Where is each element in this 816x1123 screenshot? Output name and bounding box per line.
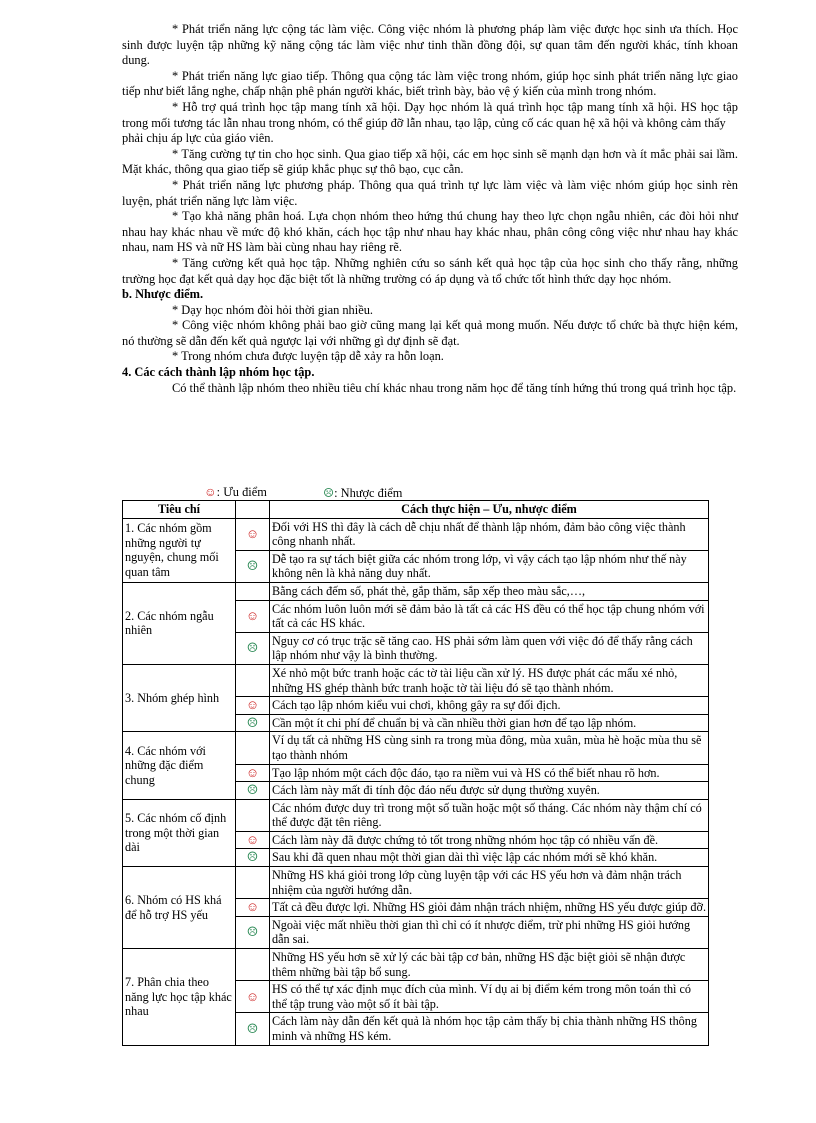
legend (0, 485, 816, 501)
method-cell: Cách làm này dẫn đến kết quả là nhóm học tập cảm thấy bị chia thành những HS thông minh và những HS kém. (270, 1013, 709, 1045)
method-cell: Tạo lập nhóm một cách độc đáo, tạo ra niềm vui và HS có thể biết nhau rõ hơn. (270, 764, 709, 782)
paragraph: * Dạy học nhóm đòi hỏi thời gian nhiều. (172, 302, 373, 317)
method-cell: Những HS yếu hơn sẽ xử lý các bài tập cơ bản, những HS đặc biệt giỏi sẽ nhận được thêm những bài tập bổ sung. (270, 949, 709, 981)
table-row (123, 799, 709, 831)
frown-icon: ☹ (236, 1013, 270, 1045)
empty-icon-cell (236, 732, 270, 764)
method-cell: Nguy cơ có trục trặc sẽ tăng cao. HS phải sớm làm quen với việc đó để thấy rằng cách lập nhóm như vậy là bình thường. (270, 632, 709, 664)
column-header-icon (236, 501, 270, 519)
legend-advantage (204, 485, 267, 500)
criteria-cell: 3. Nhóm ghép hình (123, 664, 236, 731)
paragraph: * Tăng cường kết quả học tập. Những nghiên cứu so sánh kết quả học tập của học sinh cho thấy rằng, những trường học đạt kết quả dạy học đặc biệt tốt là những trường có áp dụng và tổ chức tốt hình thức dạy học nhóm. (122, 255, 738, 286)
section-heading: 4. Các cách thành lập nhóm học tập. (122, 365, 315, 380)
column-header-method: Cách thực hiện – Ưu, nhược điểm (270, 501, 709, 519)
criteria-cell: 5. Các nhóm cố định trong một thời gian dài (123, 799, 236, 866)
smile-icon: ☺ (236, 697, 270, 715)
smile-icon: ☺ (204, 485, 217, 499)
empty-icon-cell (236, 664, 270, 696)
method-cell: Các nhóm được duy trì trong một số tuần hoặc một số tháng. Các nhóm này thậm chí có thể được đặt tên riêng. (270, 799, 709, 831)
criteria-cell: 2. Các nhóm ngẫu nhiên (123, 582, 236, 664)
paragraph: * Công việc nhóm không phải bao giờ cũng mang lại kết quả mong muốn. Nếu được tổ chức bà thực hiện kém, nó thường sẽ dẫn đến kết quả ngược lại với những gì dự định sẽ đạt. (122, 318, 738, 348)
legend-disadvantage (323, 485, 402, 501)
table-row (123, 867, 709, 899)
empty-icon-cell (236, 799, 270, 831)
paragraph: * Phát triển năng lực cộng tác làm việc. Công việc nhóm là phương pháp làm việc được học sinh ưa thích. Học sinh được luyện tập những kỹ năng cộng tác làm việc như tinh thần đồng đội, sự quan tâm đến người khác, tính khoan dung. (122, 22, 738, 68)
method-cell: Cách làm này đã được chứng tỏ tốt trong những nhóm học tập có nhiều vấn đề. (270, 831, 709, 849)
method-cell: Dễ tạo ra sự tách biệt giữa các nhóm trong lớp, vì vậy cách tạo lập nhóm như thế này không nên là khả năng duy nhất. (270, 550, 709, 582)
paragraph: Có thể thành lập nhóm theo nhiều tiêu chí khác nhau trong năm học để tăng tính hứng thú trong quá trình học tập. (172, 380, 737, 395)
criteria-cell: 4. Các nhóm với những đặc điểm chung (123, 732, 236, 799)
method-cell: Ngoài việc mất nhiều thời gian thì chỉ có ít nhược điểm, trừ phi những HS giỏi hướng dẫn sai. (270, 916, 709, 948)
table-row (123, 664, 709, 696)
empty-icon-cell (236, 867, 270, 899)
method-cell: Tất cả đều được lợi. Những HS giỏi đảm nhận trách nhiệm, những HS yếu được giúp đỡ. (270, 899, 709, 917)
table-row (123, 949, 709, 981)
paragraph: * Phát triển năng lực phương pháp. Thông qua quá trình tự lực làm việc và làm việc nhóm giúp học sinh rèn luyện, phát triển năng lực làm việc. (122, 177, 738, 208)
method-cell: Cần một ít chi phí để chuẩn bị và cần nhiều thời gian hơn để tạo lập nhóm. (270, 714, 709, 732)
criteria-cell: 7. Phân chia theo năng lực học tập khác nhau (123, 949, 236, 1046)
smile-icon: ☺ (236, 899, 270, 917)
section-heading: b. Nhược điểm. (122, 287, 204, 302)
method-cell: Cách tạo lập nhóm kiểu vui chơi, không gây ra sự đối địch. (270, 697, 709, 715)
table-row (123, 582, 709, 600)
legend-label: : Nhược điểm (334, 486, 403, 500)
frown-icon: ☹ (236, 849, 270, 867)
frown-icon: ☹ (236, 782, 270, 800)
frown-icon: ☹ (236, 632, 270, 664)
table-row (123, 518, 709, 550)
smile-icon: ☺ (236, 600, 270, 632)
smile-icon: ☺ (236, 981, 270, 1013)
paragraph: * Tăng cường tự tin cho học sinh. Qua giao tiếp xã hội, các em học sinh sẽ mạnh dạn hơn và ít mắc phải sai lầm. Mặt khác, thông qua giao tiếp sẽ giúp khắc phục sự thô bạo, cục cằn. (122, 146, 738, 177)
frown-icon: ☹ (323, 486, 335, 500)
frown-icon: ☹ (236, 916, 270, 948)
method-cell: HS có thể tự xác định mục đích của mình. Ví dụ ai bị điểm kém trong môn toán thì có thể tập trung vào một số ít bài tập. (270, 981, 709, 1013)
empty-icon-cell (236, 949, 270, 981)
paragraph: * Phát triển năng lực giao tiếp. Thông qua cộng tác làm việc trong nhóm, giúp học sinh phát triển năng lực giao tiếp như biết lắng nghe, chấp nhận phê phán người khác, biết trình bày, bảo vệ ý kiến của mình trong nhóm. (122, 68, 738, 99)
document-body (122, 22, 738, 396)
frown-icon: ☹ (236, 714, 270, 732)
table-row (123, 732, 709, 764)
smile-icon: ☺ (236, 518, 270, 550)
legend-label: : Ưu điểm (216, 485, 267, 499)
empty-icon-cell (236, 582, 270, 600)
method-cell: Bằng cách đếm số, phát thẻ, gắp thăm, sắp xếp theo màu sắc,…, (270, 582, 709, 600)
criteria-cell: 1. Các nhóm gồm những người tự nguyện, chung mối quan tâm (123, 518, 236, 582)
criteria-cell: 6. Nhóm có HS khá để hỗ trợ HS yếu (123, 867, 236, 949)
method-cell: Các nhóm luôn luôn mới sẽ đảm bảo là tất cả các HS đều có thể học tập chung nhóm với tất cả các HS khác. (270, 600, 709, 632)
smile-icon: ☺ (236, 831, 270, 849)
method-cell: Ví dụ tất cả những HS cùng sinh ra trong mùa đông, mùa xuân, mùa hè hoặc mùa thu sẽ tạo thành nhóm (270, 732, 709, 764)
method-cell: Sau khi đã quen nhau một thời gian dài thì việc lập các nhóm mới sẽ khó khăn. (270, 849, 709, 867)
paragraph: * Trong nhóm chưa được luyện tập dễ xảy ra hỗn loạn. (172, 349, 444, 364)
column-header-criteria: Tiêu chí (123, 501, 236, 519)
method-cell: Cách làm này mất đi tính độc đáo nếu được sử dụng thường xuyên. (270, 782, 709, 800)
smile-icon: ☺ (236, 764, 270, 782)
paragraph: phải chịu áp lực của giáo viên. (122, 131, 274, 146)
frown-icon: ☹ (236, 550, 270, 582)
table-header-row (123, 501, 709, 519)
method-cell: Đối với HS thì đây là cách dễ chịu nhất để thành lập nhóm, đảm bảo công việc thành công nhanh nhất. (270, 518, 709, 550)
paragraph: * Hỗ trợ quá trình học tập mang tính xã hội. Dạy học nhóm là quá trình học tập mang tính xã hội. HS học tập trong mối tương tác lẫn nhau trong nhóm, có thể giúp đỡ lẫn nhau, tạo lập, củng cố các quan hệ xã hội và không cảm thấy (122, 99, 738, 130)
method-cell: Những HS khá giỏi trong lớp cùng luyện tập với các HS yếu hơn và đảm nhận trách nhiệm của người hướng dẫn. (270, 867, 709, 899)
criteria-table (122, 500, 709, 1046)
method-cell: Xé nhỏ một bức tranh hoặc các tờ tài liệu cần xử lý. HS được phát các mẩu xé nhỏ, những HS ghép thành bức tranh hoặc tờ tài liệu đó sẽ tạo thành nhóm. (270, 664, 709, 696)
paragraph: * Tạo khả năng phân hoá. Lựa chọn nhóm theo hứng thú chung hay theo lực chọn ngẫu nhiên, các đòi hỏi như nhau hay khác nhau về mức độ khó khăn, cách học tập như nhau hay khác nhau, phân công công việc như nhau hay khác nhau, nam HS và nữ HS làm bài cùng nhau hay riêng rẽ. (122, 209, 738, 255)
